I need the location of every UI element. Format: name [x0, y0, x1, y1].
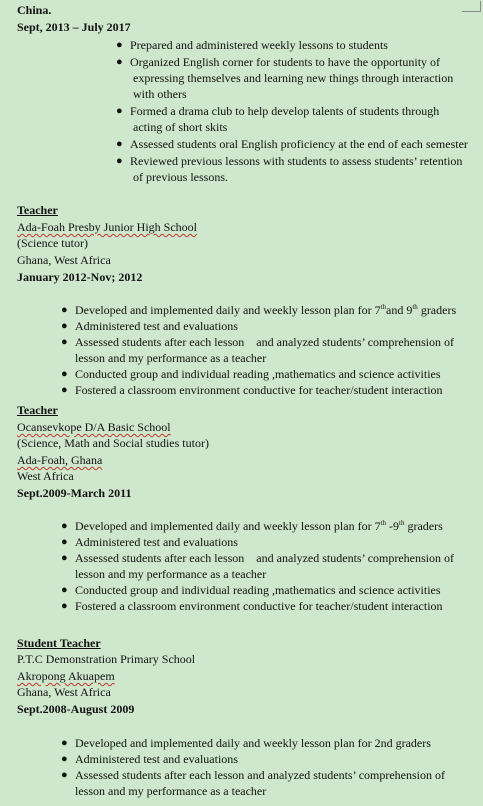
- job-role: (Science, Math and Social studies tutor): [17, 436, 209, 450]
- job-role: (Science tutor): [17, 236, 88, 250]
- list-item: ● Assessed students after each lesson and analyzed students’ comprehension of lesson and my performance as a teacher: [61, 551, 455, 581]
- bullet-icon: ●: [116, 155, 123, 167]
- bullet-icon: ●: [116, 39, 123, 51]
- job2-duties-list: [61, 518, 470, 614]
- employment-dates: Sept, 2013 – July 2017: [17, 20, 131, 34]
- list-item: ● Assessed students oral English proficiency at the end of each semester: [116, 137, 468, 151]
- bullet-icon: ●: [61, 536, 68, 548]
- job-location: Akropong Akuapem: [17, 669, 115, 683]
- job-location: Ghana, West Africa: [17, 253, 111, 267]
- list-item: ● Administered test and evaluations: [61, 535, 238, 549]
- job-title: Student Teacher: [17, 636, 101, 650]
- list-item: ● Conducted group and individual reading ,mathematics and science activities: [61, 367, 441, 381]
- list-item: ● Prepared and administered weekly lessons to students: [116, 38, 388, 52]
- list-item: ● Administered test and evaluations: [61, 752, 238, 766]
- school-name: Ocansevkope D/A Basic School: [17, 420, 171, 434]
- bullet-icon: ●: [116, 105, 123, 117]
- list-item: ● Fostered a classroom environment conductive for teacher/student interaction: [61, 599, 443, 613]
- list-item: ● Organized English corner for students to have the opportunity of expressing themselves and learning new things through interaction with others: [116, 55, 454, 101]
- bullet-icon: ●: [61, 584, 68, 596]
- list-item: ● Reviewed previous lessons with students to assess students’ retention of previous lessons.: [116, 154, 463, 184]
- job-location-region: West Africa: [17, 469, 74, 483]
- list-item: ● Developed and implemented daily and weekly lesson plan for 2nd graders: [61, 736, 431, 750]
- bullet-icon: ●: [61, 320, 68, 332]
- bullet-icon: ●: [61, 336, 68, 348]
- list-item: ● Formed a drama club to help develop talents of students through acting of short skits: [116, 104, 440, 134]
- china-duties-list: [116, 37, 470, 186]
- bullet-icon: ●: [61, 384, 68, 396]
- list-item: ● Developed and implemented daily and weekly lesson plan for 7thand 9th graders: [61, 303, 457, 317]
- list-item: ● Assessed students after each lesson and analyzed students’ comprehension of lesson and my performance as a teacher: [61, 768, 446, 798]
- bullet-icon: ●: [61, 753, 68, 765]
- bullet-icon: ●: [116, 138, 123, 150]
- job-dates: Sept.2009-March 2011: [17, 486, 132, 500]
- list-item: ● Assessed students after each lesson and analyzed students’ comprehension of lesson and my performance as a teacher: [61, 335, 455, 365]
- school-name: P.T.C Demonstration Primary School: [17, 652, 196, 666]
- list-item: ● Administered test and evaluations: [61, 319, 238, 333]
- job-title: Teacher: [17, 403, 58, 417]
- bullet-icon: ●: [61, 368, 68, 380]
- job-location-region: Ghana, West Africa: [17, 685, 111, 699]
- job-dates: Sept.2008-August 2009: [17, 702, 135, 716]
- bullet-icon: ●: [61, 552, 68, 564]
- list-item: ● Conducted group and individual reading ,mathematics and science activities: [61, 583, 441, 597]
- school-name: Ada-Foah Presby Junior High School: [17, 220, 197, 234]
- job-location: Ada-Foah, Ghana: [17, 453, 103, 467]
- bullet-icon: ●: [61, 304, 68, 316]
- job1-duties-list: [61, 302, 470, 398]
- page-corner-mark: [462, 1, 481, 12]
- bullet-icon: ●: [61, 520, 68, 532]
- bullet-icon: ●: [61, 600, 68, 612]
- job-title: Teacher: [17, 203, 58, 217]
- list-item: ● Developed and implemented daily and weekly lesson plan for 7th -9th graders: [61, 519, 443, 533]
- bullet-icon: ●: [61, 769, 68, 781]
- bullet-icon: ●: [116, 56, 123, 68]
- list-item: ● Fostered a classroom environment conductive for teacher/student interaction: [61, 383, 443, 397]
- job3-duties-list: [61, 735, 470, 799]
- country-heading: China.: [17, 3, 52, 17]
- job-dates: January 2012-Nov; 2012: [17, 270, 143, 284]
- bullet-icon: ●: [61, 737, 68, 749]
